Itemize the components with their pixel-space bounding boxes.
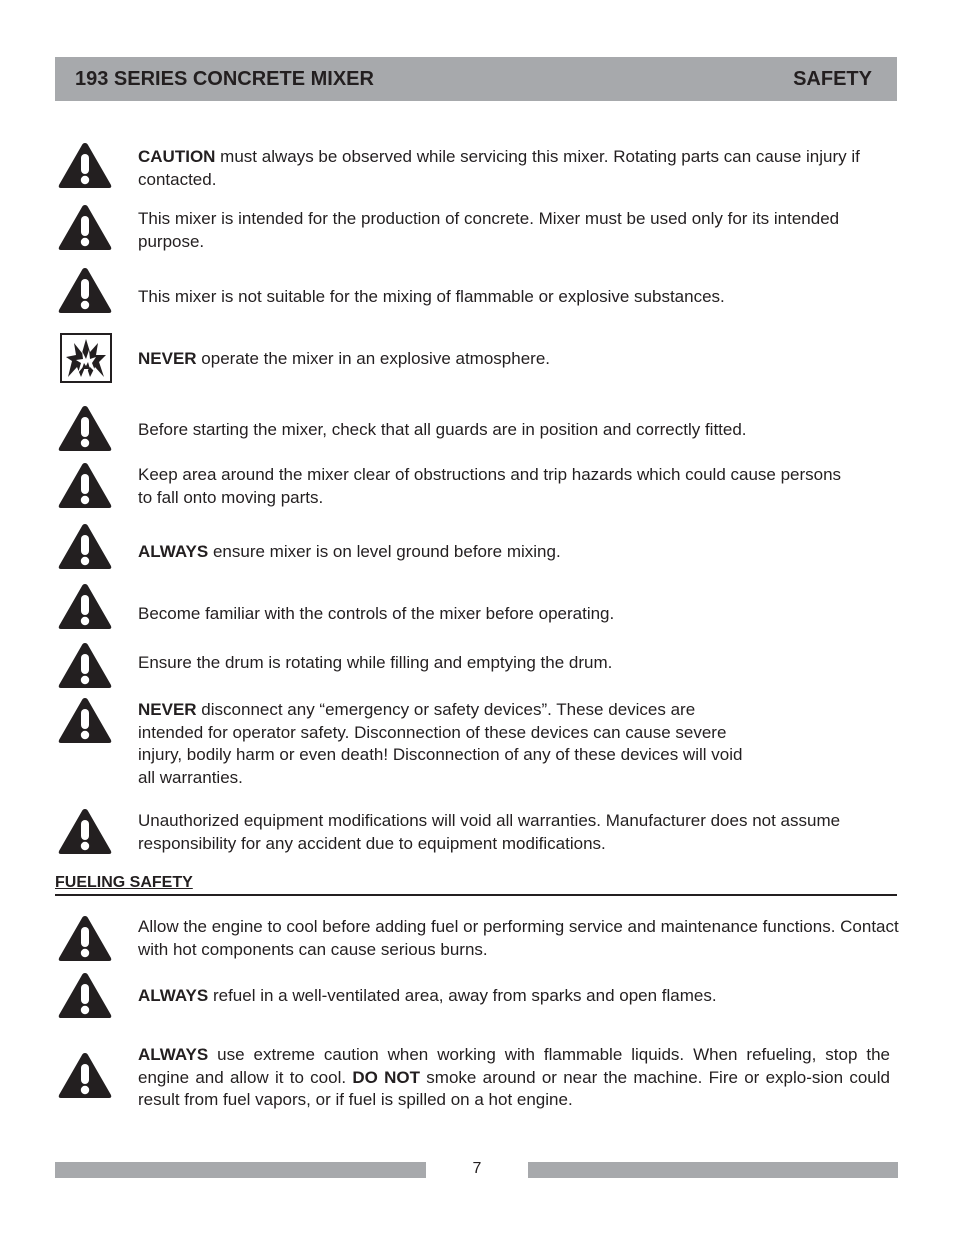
page-header-bar xyxy=(55,57,897,101)
safety-item-text: This mixer is intended for the production of concrete. Mixer must be used only for its intended purpose. xyxy=(138,209,840,251)
safety-item-text: ALWAYS ensure mixer is on level ground before mixing. xyxy=(138,542,561,561)
safety-item-text: Ensure the drum is rotating while filling and emptying the drum. xyxy=(138,653,613,672)
safety-item-text: Become familiar with the controls of the mixer before operating. xyxy=(138,604,615,623)
emphasis: ALWAYS xyxy=(138,542,209,561)
warning-triangle-icon xyxy=(58,1051,112,1099)
warning-triangle-icon xyxy=(58,971,112,1019)
warning-triangle-icon xyxy=(58,914,112,962)
warning-triangle-icon xyxy=(58,203,112,251)
section-title: SAFETY xyxy=(793,68,872,90)
safety-item-text: CAUTION must always be observed while servicing this mixer. Rotating parts can cause injury if contacted. xyxy=(138,147,860,189)
explosive-atmosphere-icon xyxy=(60,333,112,383)
safety-item-text: ALWAYS use extreme caution when working with flammable liquids. When refueling, stop the engine and allow it to cool. DO NOT smoke around or near the machine. Fire or explo-sion could result from fuel vapors, or if fuel is spilled on a hot engine. xyxy=(138,1045,890,1109)
warning-triangle-icon xyxy=(58,641,112,689)
emphasis: ALWAYS xyxy=(138,986,209,1005)
warning-triangle-icon xyxy=(58,141,112,189)
safety-item-text: NEVER operate the mixer in an explosive atmosphere. xyxy=(138,349,550,368)
warning-triangle-icon xyxy=(58,404,112,452)
safety-item-text: This mixer is not suitable for the mixing of flammable or explosive substances. xyxy=(138,287,725,306)
safety-item-text: NEVER disconnect any “emergency or safety devices”. These devices are intended for operator safety. Disconnection of these devices can cause severe injury, bodily harm or even death! Disconnection of any of these devices will void all warranties. xyxy=(138,700,743,787)
emphasis: ALWAYS xyxy=(138,1045,209,1064)
warning-triangle-icon xyxy=(58,522,112,570)
page-number: 7 xyxy=(472,1160,482,1177)
section-heading-fueling-safety: FUELING SAFETY xyxy=(55,874,897,896)
warning-triangle-icon xyxy=(58,582,112,630)
warning-triangle-icon xyxy=(58,461,112,509)
emphasis: NEVER xyxy=(138,349,197,368)
safety-item-text: Unauthorized equipment modifications will void all warranties. Manufacturer does not assume responsibility for any accident due to equipment modifications. xyxy=(138,811,841,853)
safety-item-text: ALWAYS refuel in a well-ventilated area, away from sparks and open flames. xyxy=(138,986,717,1005)
warning-triangle-icon xyxy=(58,807,112,855)
emphasis: NEVER xyxy=(138,700,197,719)
safety-item-text: Before starting the mixer, check that all guards are in position and correctly fitted. xyxy=(138,420,747,439)
footer-bar-right xyxy=(528,1162,898,1178)
warning-triangle-icon xyxy=(58,266,112,314)
footer-bar-left xyxy=(55,1162,426,1178)
safety-item-text: Allow the engine to cool before adding fuel or performing service and maintenance functions. Contact with hot components can cause serious burns. xyxy=(138,917,899,959)
safety-item-text: Keep area around the mixer clear of obstructions and trip hazards which could cause persons to fall onto moving parts. xyxy=(138,465,842,507)
emphasis: DO NOT xyxy=(352,1067,421,1087)
warning-triangle-icon xyxy=(58,696,112,744)
emphasis: CAUTION xyxy=(138,147,216,166)
document-title: 193 SERIES CONCRETE MIXER xyxy=(75,68,374,90)
